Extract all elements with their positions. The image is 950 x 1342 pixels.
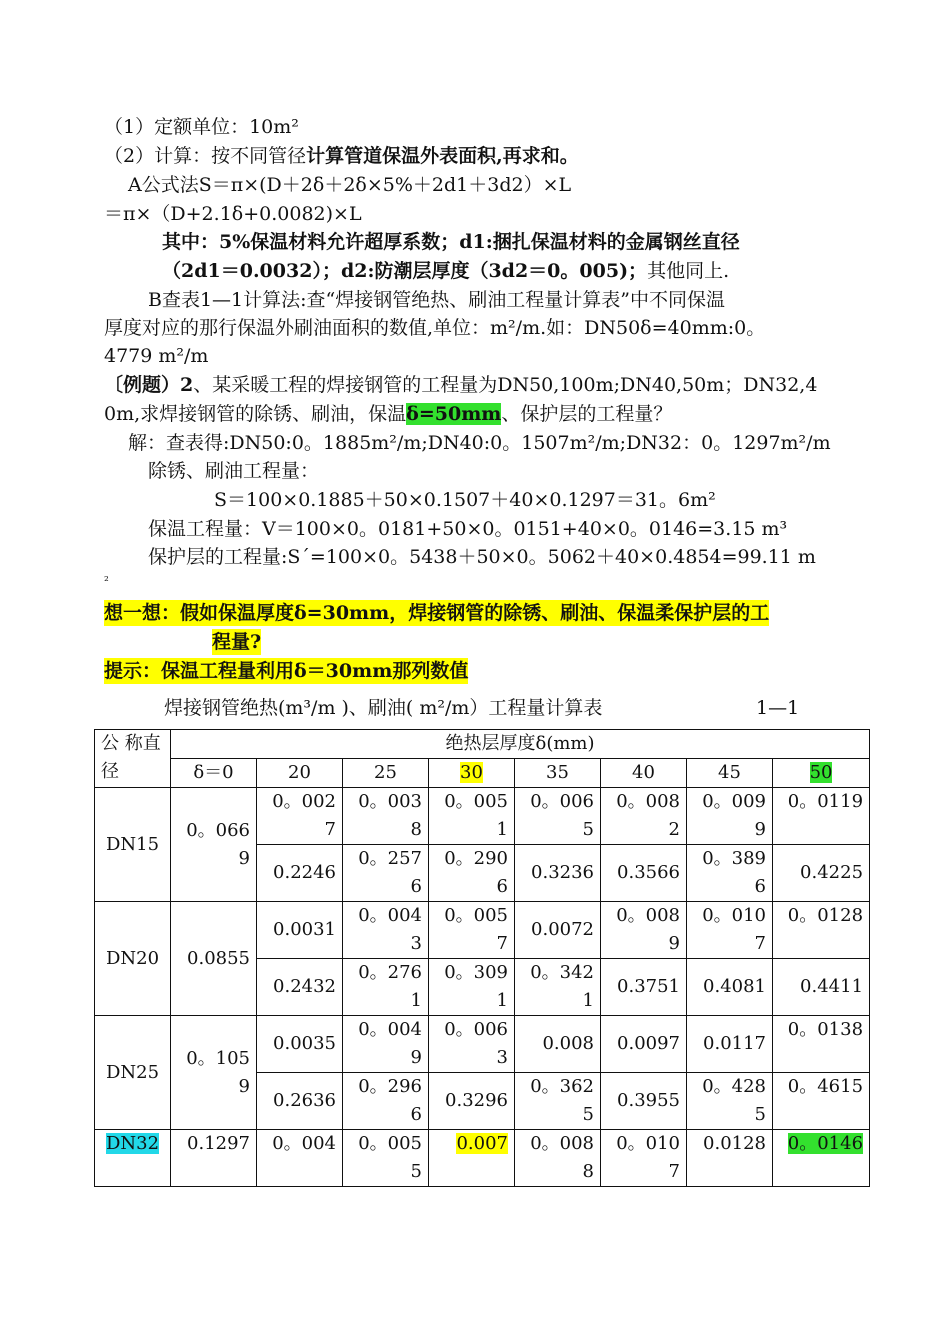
line-formula-a: A公式法S＝π×(D＋2δ＋2δ×5%＋2d1＋3d2）×L bbox=[128, 174, 572, 196]
cell: 0。0107 bbox=[687, 902, 773, 959]
cell: 0.3751 bbox=[601, 959, 687, 1016]
calc-table bbox=[94, 729, 870, 1187]
table-row bbox=[95, 788, 870, 845]
dn-cell: DN25 bbox=[95, 1016, 171, 1130]
line-think-2: 程量? bbox=[212, 631, 262, 653]
line-example: 〔例题）2、某采暖工程的焊接钢管的工程量为DN50,100m;DN40,50m；DN32,4 bbox=[104, 374, 818, 396]
cell: 0。0669 bbox=[171, 788, 257, 902]
cell: 0.3236 bbox=[515, 845, 601, 902]
cell: 0。0065 bbox=[515, 788, 601, 845]
header-thickness: 绝热层厚度δ(mm) bbox=[171, 730, 870, 759]
cell: 0.3296 bbox=[429, 1073, 515, 1130]
dn-cell: DN20 bbox=[95, 902, 171, 1016]
col-header: 25 bbox=[343, 759, 429, 788]
table-row bbox=[95, 1130, 870, 1187]
cell: 0。3625 bbox=[515, 1073, 601, 1130]
cell: 0。0049 bbox=[343, 1016, 429, 1073]
col-header: 50 bbox=[773, 759, 870, 788]
cell: 0.4081 bbox=[687, 959, 773, 1016]
cell: 0。0146 bbox=[773, 1130, 870, 1187]
cell: 0。2576 bbox=[343, 845, 429, 902]
cell: 0。0107 bbox=[601, 1130, 687, 1187]
col-header: 40 bbox=[601, 759, 687, 788]
cell: 0.0072 bbox=[515, 902, 601, 959]
line-method-b: B查表1—1计算法:查“焊接钢管绝热、刷油工程量计算表”中不同保温 bbox=[148, 289, 725, 311]
cell: 0.1297 bbox=[171, 1130, 257, 1187]
cell: 0。0051 bbox=[429, 788, 515, 845]
line-note-1: 其中：5%保温材料允许超厚系数；d1:捆扎保温材料的金属钢丝直径 bbox=[162, 231, 740, 253]
cell: 0.2636 bbox=[257, 1073, 343, 1130]
dn-cell: DN32 bbox=[95, 1130, 171, 1187]
cell: 0。2966 bbox=[343, 1073, 429, 1130]
cell: 0。1059 bbox=[171, 1016, 257, 1130]
col-header: 35 bbox=[515, 759, 601, 788]
table-caption: 焊接钢管绝热(m³/m )、刷油( m²/m）工程量计算表 bbox=[164, 697, 603, 719]
col-header: 45 bbox=[687, 759, 773, 788]
line-unit: （1）定额单位：10m² bbox=[104, 116, 299, 138]
col-header: 20 bbox=[257, 759, 343, 788]
line-think: 想一想：假如保温厚度δ=30mm，焊接钢管的除锈、刷油、保温柔保护层的工 bbox=[104, 602, 770, 624]
header-nominal-dia: 公 称直径 bbox=[95, 730, 171, 788]
cell: 0。0055 bbox=[343, 1130, 429, 1187]
dn-cell: DN15 bbox=[95, 788, 171, 902]
cell: 0.0117 bbox=[687, 1016, 773, 1073]
col-header: δ＝0 bbox=[171, 759, 257, 788]
line-example-2: 0m,求焊接钢管的除锈、刷油，保温δ=50mm、保护层的工程量？ bbox=[104, 403, 673, 425]
cell: 0。0089 bbox=[601, 902, 687, 959]
cell: 0。0043 bbox=[343, 902, 429, 959]
line-insulation: 保温工程量：V＝100×0。0181+50×0。0151+40×0。0146=3.15 m³ bbox=[148, 518, 788, 540]
cell: 0。0082 bbox=[601, 788, 687, 845]
cell: 0。004 bbox=[257, 1130, 343, 1187]
cell: 0。0138 bbox=[773, 1016, 870, 1073]
line-calc: （2）计算：按不同管径计算管道保温外表面积,再求和。 bbox=[104, 145, 579, 167]
cell: 0。0038 bbox=[343, 788, 429, 845]
line-derust-formula: S＝100×0.1885＋50×0.1507＋40×0.1297＝31。6m² bbox=[214, 489, 716, 511]
cell: 0.3566 bbox=[601, 845, 687, 902]
cell: 0。3421 bbox=[515, 959, 601, 1016]
cell: 0。0063 bbox=[429, 1016, 515, 1073]
cell: 0。0119 bbox=[773, 788, 870, 845]
cell: 0.0128 bbox=[687, 1130, 773, 1187]
line-protect-sup: ² bbox=[104, 574, 109, 588]
col-header: 30 bbox=[429, 759, 515, 788]
cell: 0.0035 bbox=[257, 1016, 343, 1073]
highlight-thickness-50: δ=50mm bbox=[406, 403, 502, 425]
line-note-2: （2d1＝0.0032）；d2:防潮层厚度（3d2＝0。005)；其他同上. bbox=[162, 260, 730, 282]
cell: 0。3896 bbox=[687, 845, 773, 902]
cell: 0.2432 bbox=[257, 959, 343, 1016]
line-method-b-3: 4779 m²/m bbox=[104, 345, 209, 367]
line-derust: 除锈、刷油工程量： bbox=[148, 460, 320, 482]
cell: 0.3955 bbox=[601, 1073, 687, 1130]
line-protect: 保护层的工程量:S´=100×0。5438＋50×0。5062＋40×0.4854=99.11 m bbox=[148, 546, 816, 568]
cell: 0.4411 bbox=[773, 959, 870, 1016]
cell: 0.0855 bbox=[171, 902, 257, 1016]
line-hint: 提示：保温工程量利用δ＝30mm那列数值 bbox=[104, 660, 469, 682]
cell: 0。0027 bbox=[257, 788, 343, 845]
cell: 0.007 bbox=[429, 1130, 515, 1187]
cell: 0.4225 bbox=[773, 845, 870, 902]
table-number: 1—1 bbox=[756, 697, 800, 719]
cell: 0。4615 bbox=[773, 1073, 870, 1130]
table-col-row bbox=[95, 759, 870, 788]
cell: 0.008 bbox=[515, 1016, 601, 1073]
cell: 0。0057 bbox=[429, 902, 515, 959]
line-formula-b: ＝π×（D+2.1δ+0.0082)×L bbox=[104, 203, 362, 225]
cell: 0。2906 bbox=[429, 845, 515, 902]
cell: 0。0088 bbox=[515, 1130, 601, 1187]
cell: 0。0128 bbox=[773, 902, 870, 959]
cell: 0.0031 bbox=[257, 902, 343, 959]
cell: 0。2761 bbox=[343, 959, 429, 1016]
table-row bbox=[95, 1016, 870, 1073]
cell: 0。0099 bbox=[687, 788, 773, 845]
line-method-b-2: 厚度对应的那行保温外刷油面积的数值,单位：m²/m.如：DN50δ=40mm:0。 bbox=[104, 317, 766, 339]
cell: 0.2246 bbox=[257, 845, 343, 902]
cell: 0。4285 bbox=[687, 1073, 773, 1130]
line-solution: 解：查表得:DN50:0。1885m²/m;DN40:0。1507m²/m;DN32：0。1297m²/m bbox=[128, 432, 831, 454]
table-row bbox=[95, 902, 870, 959]
cell: 0。3091 bbox=[429, 959, 515, 1016]
cell: 0.0097 bbox=[601, 1016, 687, 1073]
table-header-row bbox=[95, 730, 870, 759]
